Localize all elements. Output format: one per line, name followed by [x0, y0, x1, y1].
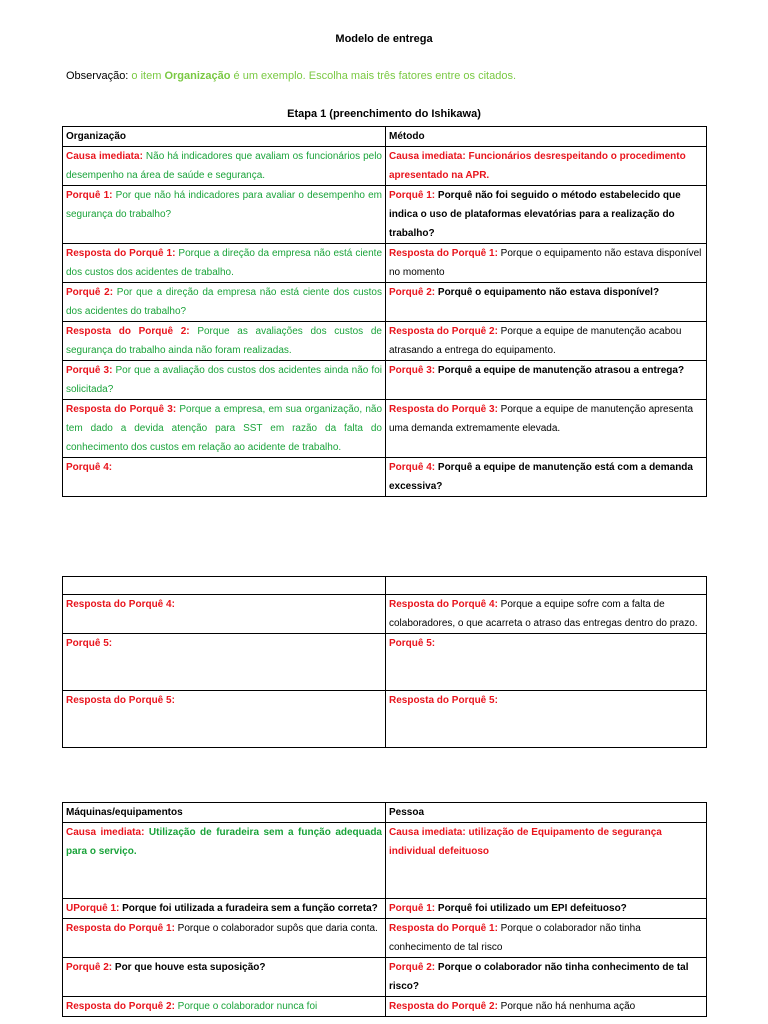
- cell-label: Resposta do Porquê 5:: [66, 695, 175, 706]
- table-row: [63, 691, 707, 748]
- cell-maq-causa: [63, 823, 386, 899]
- cell-text: Porquê a equipe de manutenção atrasou a entrega?: [435, 365, 685, 376]
- cell-label: Resposta do Porquê 2:: [66, 1001, 175, 1012]
- cell-maq-resposta1: [63, 919, 386, 958]
- cell-met-porque2: [386, 283, 707, 322]
- cell-label: Resposta do Porquê 3:: [389, 404, 498, 415]
- header-organizacao: Organização: [63, 127, 386, 147]
- cell-label: Porquê 3:: [389, 365, 436, 376]
- observation-note: [66, 70, 516, 82]
- cell-org-porque1: [63, 186, 386, 244]
- cell-label: Porquê 1:: [389, 903, 436, 914]
- cell-text: Porque o colaborador não tinha conhecimento de tal risco?: [389, 962, 689, 992]
- cell-label: Porquê 2:: [389, 287, 436, 298]
- cell-label: Resposta do Porquê 2:: [389, 1001, 498, 1012]
- cell-pes-porque1: [386, 899, 707, 919]
- cell-met-resposta5: [386, 691, 707, 748]
- table-row: [63, 823, 707, 899]
- cell-label: Porquê 1:: [389, 190, 436, 201]
- section-title: Etapa 1 (preenchimento do Ishikawa): [287, 108, 481, 120]
- cell-label: Resposta do Porquê 4:: [66, 599, 175, 610]
- cell-met-porque1: [386, 186, 707, 244]
- cell-maq-resposta2: [63, 997, 386, 1017]
- table-row: [63, 361, 707, 400]
- cell-label: Resposta do Porquê 2:: [66, 326, 190, 337]
- cell-org-porque2: [63, 283, 386, 322]
- header-pessoa: Pessoa: [386, 803, 707, 823]
- cell-text: Não há indicadores que avaliam os funcionários pelo desempenho na área de saúde e segurança.: [66, 151, 382, 181]
- cell-met-resposta4: [386, 595, 707, 634]
- cell-maq-porque1: [63, 899, 386, 919]
- cell-met-resposta2: [386, 322, 707, 361]
- note-text-1: o item: [128, 70, 165, 82]
- cell-text: Por que não há indicadores para avaliar o desempenho em segurança do trabalho?: [66, 190, 382, 220]
- note-text-2: é um exemplo. Escolha mais três fatores entre os citados.: [230, 70, 517, 82]
- cell-text: Porque não há nenhuma ação: [497, 1001, 636, 1012]
- cell-text: Porque a empresa, em sua organização, não tem dado a devida atenção para SST em razão da falta do conhecimento dos custos em relação ao acidente de trabalho.: [66, 404, 383, 453]
- table-row: [63, 899, 707, 919]
- cell-text: Porque a direção da empresa não está ciente dos custos dos acidentes de trabalho.: [66, 248, 383, 278]
- cell-label: Porquê 4:: [389, 462, 436, 473]
- cell-met-resposta3: [386, 400, 707, 458]
- table-row: [63, 283, 707, 322]
- cell-text: Porque a equipe de manutenção apresenta uma demanda extremamente elevada.: [389, 404, 694, 434]
- cell-label: Resposta do Porquê 4:: [389, 599, 498, 610]
- cell-label: Resposta do Porquê 1:: [389, 248, 498, 259]
- cell-pes-causa: [386, 823, 707, 899]
- cell-text: Por que houve esta suposição?: [112, 962, 266, 973]
- empty-header-left: [63, 577, 386, 595]
- cell-label: Porquê 4:: [66, 462, 113, 473]
- cell-label: Resposta do Porquê 1:: [66, 248, 176, 259]
- cell-label: UPorquê 1:: [66, 903, 120, 914]
- cell-text: Porque o colaborador não tinha conhecimento de tal risco: [389, 923, 641, 953]
- cell-org-resposta1: [63, 244, 386, 283]
- cell-pes-porque2: [386, 958, 707, 997]
- cell-pes-resposta1: [386, 919, 707, 958]
- table-row: [63, 322, 707, 361]
- note-prefix: Observação:: [66, 70, 129, 82]
- cell-pes-resposta2: [386, 997, 707, 1017]
- cell-text: Porque a equipe de manutenção acabou atrasando a entrega do equipamento.: [389, 326, 682, 356]
- cell-label: Causa imediata: utilização de Equipamento de segurança individual defeituoso: [389, 827, 662, 857]
- cell-label: Porquê 5:: [66, 638, 113, 649]
- note-highlight: Organização: [164, 70, 231, 82]
- cell-org-resposta4: [63, 595, 386, 634]
- cell-org-porque3: [63, 361, 386, 400]
- cell-maq-porque2: [63, 958, 386, 997]
- cell-text: Porquê não foi seguido o método estabelecido que indica o uso de plataformas elevatórias para a realização do trabalho?: [389, 190, 681, 239]
- table-row: [63, 458, 707, 497]
- cell-label: Porquê 2:: [389, 962, 436, 973]
- cell-met-porque5: [386, 634, 707, 691]
- table-row: [63, 958, 707, 997]
- cell-text: Porquê foi utilizado um EPI defeituoso?: [435, 903, 627, 914]
- cell-text: Utilização de furadeira sem a função adequada para o serviço.: [66, 827, 382, 857]
- cell-text: Porque a equipe sofre com a falta de colaboradores, o que acarreta o atraso das entregas dentro do prazo.: [389, 599, 698, 629]
- cell-text: Porquê a equipe de manutenção está com a demanda excessiva?: [389, 462, 693, 492]
- cell-text: Porque as avaliações dos custos de segurança do trabalho ainda não foram realizadas.: [66, 326, 382, 356]
- table-row: [63, 634, 707, 691]
- cell-text: Por que a direção da empresa não está ciente dos custos dos acidentes do trabalho?: [66, 287, 382, 317]
- table-row: [63, 244, 707, 283]
- ishikawa-table-maquinas-pessoa: [62, 802, 707, 1017]
- cell-label: Porquê 3:: [66, 365, 113, 376]
- cell-text: Porque o colaborador supôs que daria conta.: [174, 923, 378, 934]
- ishikawa-table-continuation: [62, 576, 707, 748]
- cell-org-resposta3: [63, 400, 386, 458]
- cell-label: Porquê 2:: [66, 287, 114, 298]
- cell-label: Causa imediata:: [66, 151, 143, 162]
- document-title: Modelo de entrega: [335, 33, 433, 45]
- cell-org-resposta5: [63, 691, 386, 748]
- cell-org-resposta2: [63, 322, 386, 361]
- cell-text: Por que a avaliação dos custos dos acidentes ainda não foi solicitada?: [66, 365, 382, 395]
- cell-text: Porquê o equipamento não estava disponível?: [435, 287, 660, 298]
- table-row: [63, 147, 707, 186]
- table-row: [63, 400, 707, 458]
- table-header-row: [63, 577, 707, 595]
- cell-met-resposta1: [386, 244, 707, 283]
- cell-org-porque5: [63, 634, 386, 691]
- cell-met-porque4: [386, 458, 707, 497]
- cell-org-causa: [63, 147, 386, 186]
- table-row: [63, 595, 707, 634]
- cell-org-porque4: [63, 458, 386, 497]
- cell-label: Resposta do Porquê 1:: [389, 923, 498, 934]
- table-row: [63, 919, 707, 958]
- cell-text: Porque foi utilizada a furadeira sem a função correta?: [119, 903, 378, 914]
- cell-label: Causa imediata:: [66, 827, 145, 838]
- header-metodo: Método: [386, 127, 707, 147]
- cell-text: Porque o equipamento não estava disponível no momento: [389, 248, 702, 278]
- cell-text: Porque o colaborador nunca foi: [174, 1001, 318, 1012]
- table-row: [63, 997, 707, 1017]
- table-header-row: [63, 803, 707, 823]
- cell-met-porque3: [386, 361, 707, 400]
- cell-label: Porquê 5:: [389, 638, 436, 649]
- cell-label: Porquê 2:: [66, 962, 113, 973]
- cell-label: Resposta do Porquê 3:: [66, 404, 177, 415]
- ishikawa-table-organizacao-metodo: [62, 126, 707, 497]
- cell-met-causa: [386, 147, 707, 186]
- empty-header-right: [386, 577, 707, 595]
- cell-label: Resposta do Porquê 5:: [389, 695, 498, 706]
- cell-label: Resposta do Porquê 2:: [389, 326, 498, 337]
- table-row: [63, 186, 707, 244]
- cell-label: Causa imediata: Funcionários desrespeitando o procedimento apresentado na APR.: [389, 151, 686, 181]
- cell-label: Porquê 1:: [66, 190, 113, 201]
- table-header-row: [63, 127, 707, 147]
- cell-label: Resposta do Porquê 1:: [66, 923, 175, 934]
- header-maquinas: Máquinas/equipamentos: [63, 803, 386, 823]
